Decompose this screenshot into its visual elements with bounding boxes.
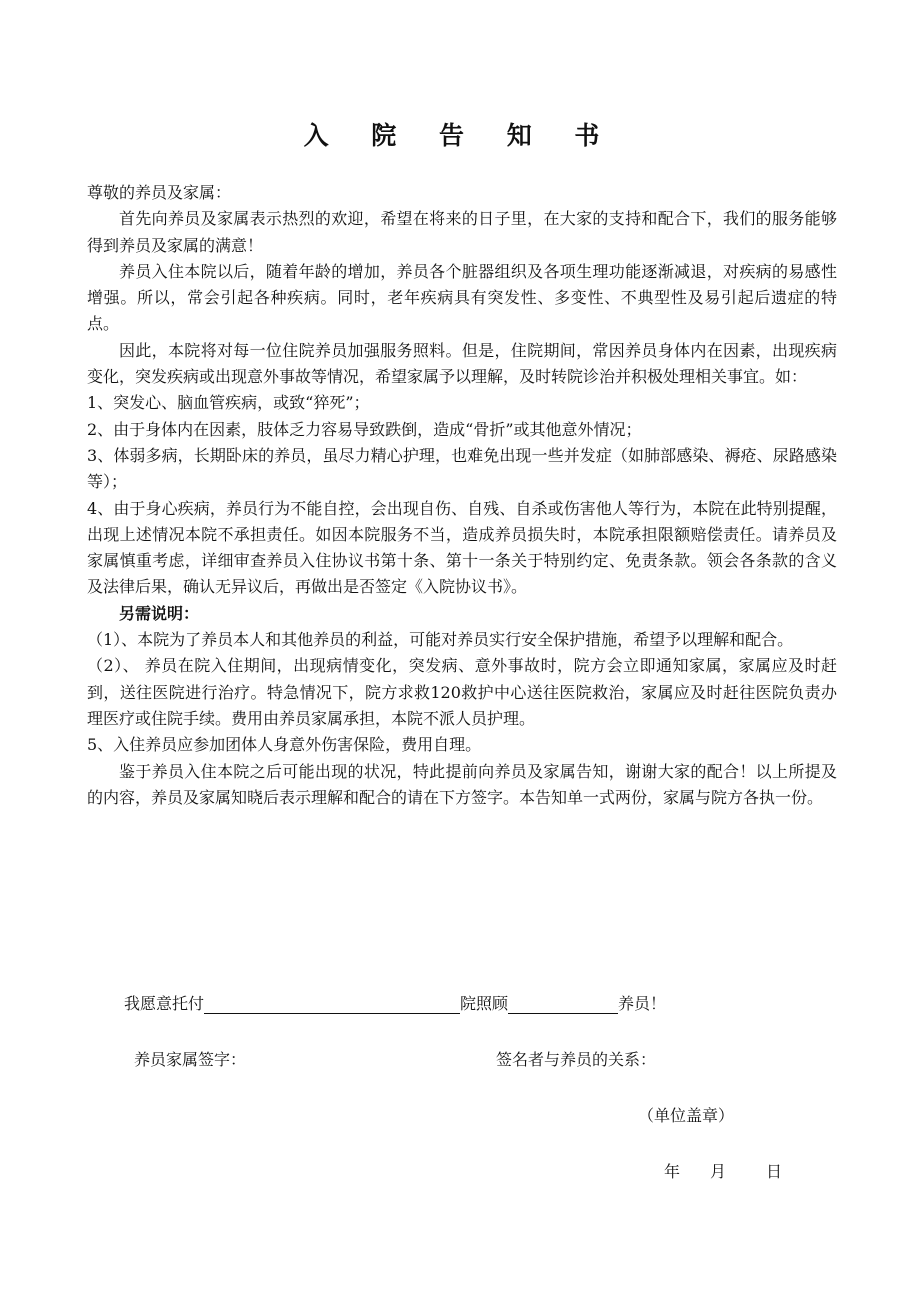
document-body [87, 180, 837, 811]
date-day: 日 [766, 1162, 783, 1181]
consent-prefix: 我愿意托付 [124, 994, 205, 1013]
document-title: 入 院 告 知 书 [303, 121, 617, 150]
relation-label: 签名者与养员的关系： [496, 1050, 657, 1069]
paragraph-care: 因此，本院将对每一位住院养员加强服务照料。但是，住院期间，常因养员身体内在因素，出现疾病变化，突发疾病或出现意外事故等情况，希望家属予以理解，及时转院诊治并积极处理相关事宜。如： [87, 340, 837, 387]
salutation: 尊敬的养员及家属： [87, 183, 232, 202]
note-item: （2）、 养员在院入住期间，出现病情变化，突发病、意外事故时，院方会立即通知家属，家属应及时赶到，送往医院进行治疗。特急情况下，院方求救120救护中心送往医院救治，家属应及时赶往医院负责办理医疗或住院手续。费用由养员家属承担，本院不派人员护理。 [87, 656, 837, 728]
consent-line [124, 994, 666, 1014]
paragraph-health-risk: 养员入住本院以后，随着年龄的增加，养员各个脏器组织及各项生理功能逐渐减退，对疾病的易感性增强。所以，常会引起各种疾病。同时，老年疾病具有突发性、多变性、不典型性及易引起后遗症的特点。 [87, 261, 837, 334]
note-item: （1）、本院为了养员本人和其他养员的利益，可能对养员实行安全保护措施，希望予以理解和配合。 [87, 630, 794, 650]
list-item: 3、体弱多病，长期卧床的养员，虽尽力精心护理，也难免出现一些并发症（如肺部感染、褥疮、尿路感染等）； [87, 445, 837, 492]
list-item: 5、入住养员应参加团体人身意外伤害保险，费用自理。 [87, 735, 482, 755]
institution-blank[interactable] [204, 996, 460, 1014]
list-item: 2、由于身体内在因素，肢体乏力容易导致跌倒，造成“骨折”或其他意外情况； [87, 419, 642, 439]
list-item: 1、突发心、脑血管疾病，或致“猝死”； [87, 393, 370, 413]
closing-paragraph: 鉴于养员入住本院之后可能出现的状况，特此提前向养员及家属告知，谢谢大家的配合！以上所提及的内容，养员及家属知晓后表示理解和配合的请在下方签字。本告知单一式两份，家属与院方各执一份。 [87, 761, 837, 807]
consent-middle: 院照顾 [460, 994, 509, 1013]
paragraph-welcome: 首先向养员及家属表示热烈的欢迎，希望在将来的日子里，在大家的支持和配合下，我们的服务能够得到养员及家属的满意！ [87, 209, 837, 255]
date-year: 年 [664, 1162, 681, 1181]
resident-name-blank[interactable] [508, 996, 618, 1014]
family-signature-label: 养员家属签字： [134, 1050, 247, 1069]
notes-heading: 另需说明： [119, 603, 200, 623]
seal-label: （单位盖章） [638, 1106, 735, 1125]
date-month: 月 [710, 1162, 727, 1181]
consent-suffix: 养员！ [618, 994, 667, 1013]
list-item: 4、由于身心疾病，养员行为不能自控，会出现自伤、自残、自杀或伤害他人等行为，本院在此特别提醒，出现上述情况本院不承担责任。如因本院服务不当，造成养员损失时，本院承担限额赔偿责任。请养员及家属慎重考虑，详细审查养员入住协议书第十条、第十一条关于特别约定、免责条款。领会各条款的含义及法律后果，确认无异议后，再做出是否签定《入院协议书》。 [87, 498, 837, 597]
